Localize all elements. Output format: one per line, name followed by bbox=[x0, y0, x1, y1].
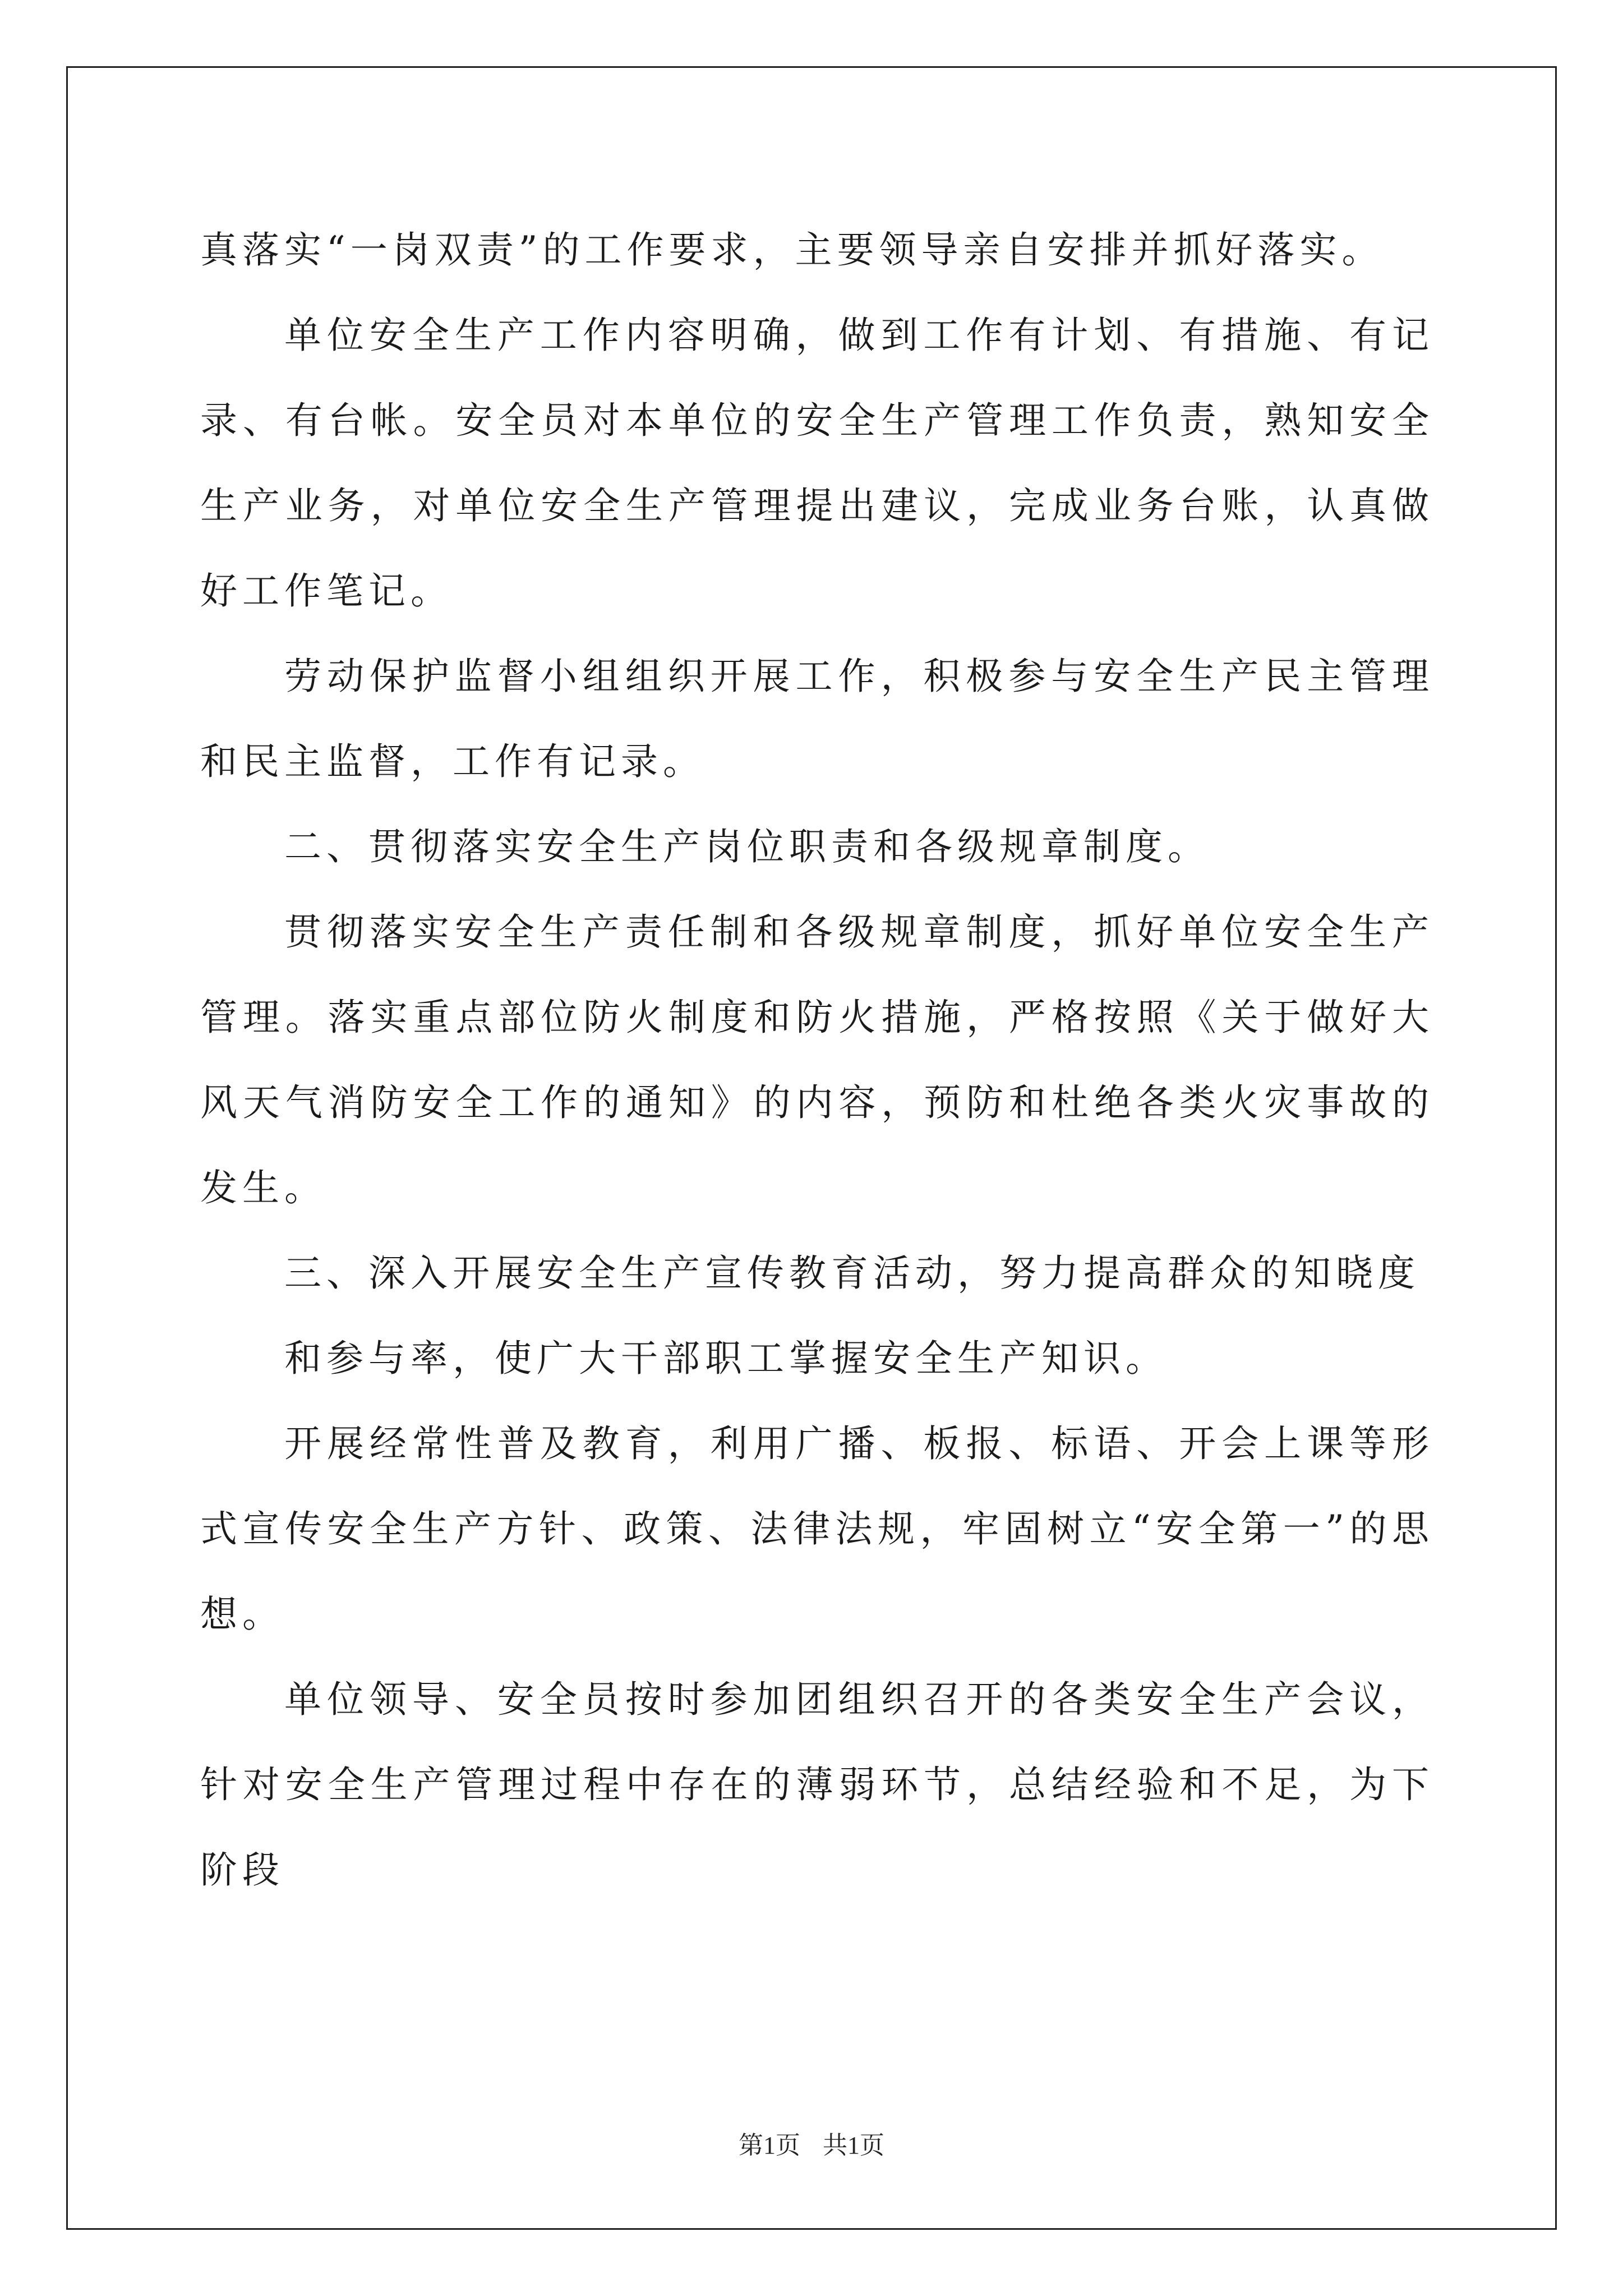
paragraph-6: 单位领导、安全员按时参加团组织召开的各类安全生产会议，针对安全生产管理过程中存在的薄弱环节，总结经验和不足，为下阶段 bbox=[200, 1678, 1434, 1892]
page-footer bbox=[0, 2129, 1623, 2162]
paragraph-3: 劳动保护监督小组组织开展工作，积极参与安全生产民主管理和民主监督，工作有记录。 bbox=[200, 655, 1434, 783]
page-number: 第1页 bbox=[739, 2132, 800, 2159]
paragraph-5: 开展经常性普及教育，利用广播、板报、标语、开会上课等形式宣传安全生产方针、政策、法律法规，牢固树立“安全第一”的思想。 bbox=[200, 1422, 1434, 1636]
paragraph-2: 单位安全生产工作内容明确，做到工作有计划、有措施、有记录、有台帐。安全员对本单位的安全生产管理工作负责，熟知安全生产业务，对单位安全生产管理提出建议，完成业务台账，认真做好工作笔记。 bbox=[200, 314, 1434, 613]
paragraph-1: 真落实“一岗双责”的工作要求，主要领导亲自安排并抓好落实。 bbox=[200, 228, 1384, 272]
section-heading-2: 二、贯彻落实安全生产岗位职责和各级规章制度。 bbox=[284, 825, 1210, 868]
section-heading-3: 三、深入开展安全生产宣传教育活动，努力提高群众的知晓度 bbox=[284, 1251, 1420, 1295]
paragraph-4: 贯彻落实安全生产责任制和各级规章制度，抓好单位安全生产管理。落实重点部位防火制度和防火措施，严格按照《关于做好大风天气消防安全工作的通知》的内容，预防和杜绝各类火灾事故的发生。 bbox=[200, 910, 1434, 1209]
document-body bbox=[200, 208, 1434, 1913]
page-total: 共1页 bbox=[823, 2132, 884, 2159]
section-heading-3-continued: 和参与率，使广大干部职工掌握安全生产知识。 bbox=[284, 1337, 1168, 1380]
